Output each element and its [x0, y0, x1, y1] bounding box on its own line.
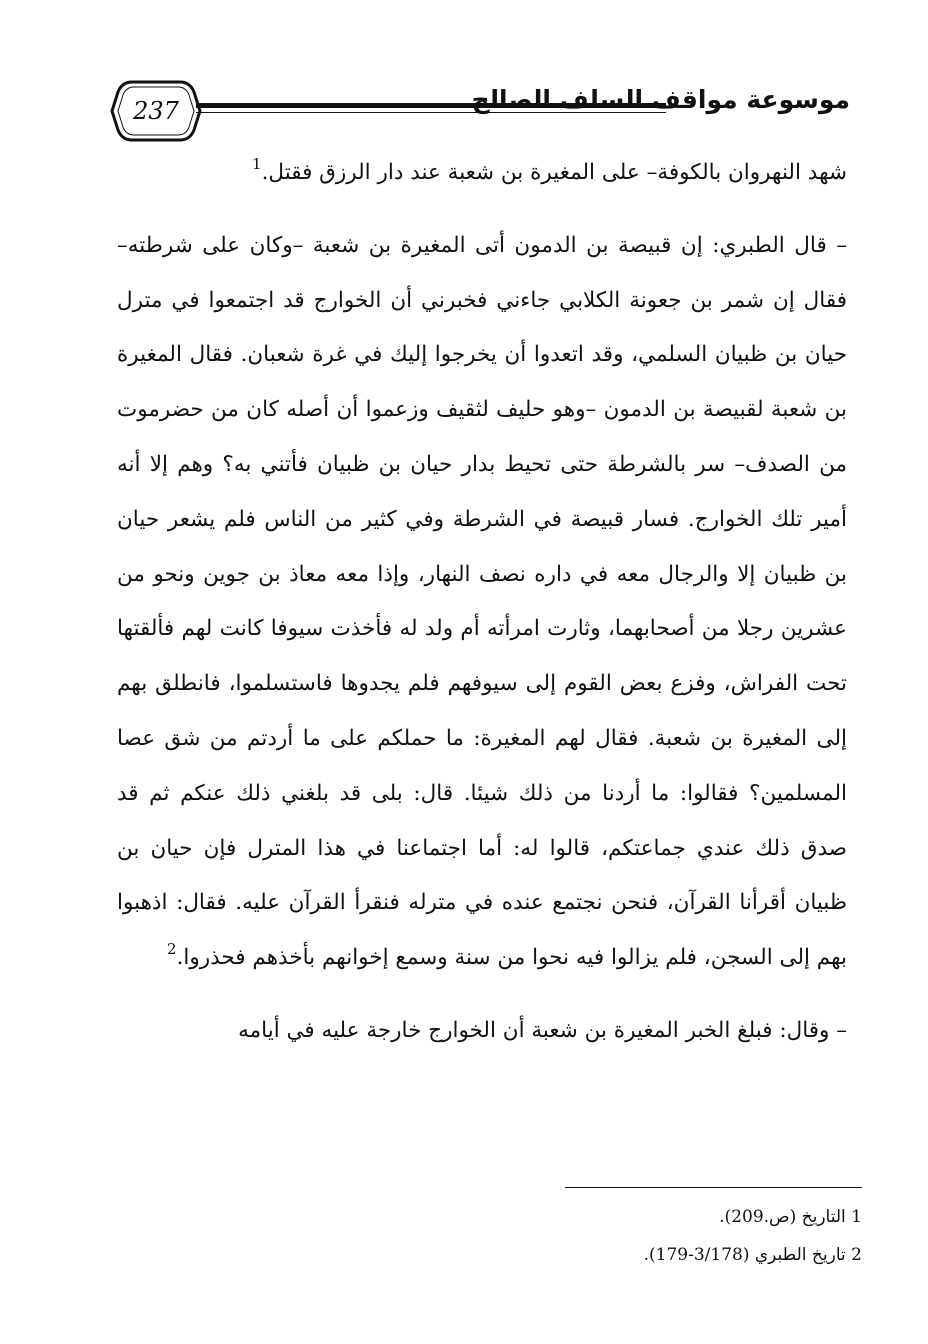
footnote-text: تاريخ الطبري (3/178-179).: [643, 1245, 846, 1265]
text-span: – قال الطبري: إن قبيصة بن الدمون أتى المغيرة بن شعبة –وكان على شرطته– فقال إن شمر بن جعونة الكلابي جاءني فخبرني أن الخوارج قد اجتمعوا في مترل حيان بن ظبيان السلمي، وقد اتعدوا أن يخرجوا إليك في غرة شعبان. فقال المغيرة بن شعبة لقبيصة بن الدمون –وهو حليف لثقيف وزعموا أن أصله كان من حضرموت من الصدف– سر بالشرطة حتى تحيط بدار حيان بن ظبيان فأتني به؟ وهم إلا أنه أمير تلك الخوارج. فسار قبيصة في الشرطة وفي كثير من الناس فلم يشعر حيان بن ظبيان إلا والرجال معه في داره نصف النهار، وإذا معه معاذ بن جوين ونحو من عشرين رجلا من أصحابهما، وثارت امرأته أم ولد له فأخذت سيوفا كانت لهم فألقتها تحت الفراش، وفزع بعض القوم إلى سيوفهم فلم يجدوها فاستسلموا، فانطلق بهم إلى المغيرة بن شعبة. فقال لهم المغيرة: ما حملكم على ما أردتم من شق عصا المسلمين؟ فقالوا: ما أردنا من ذلك شيئا. قال: بلى قد بلغني ذلك عنكم ثم قد صدق ذلك عندي جماعتكم، قالوا له: أما اجتماعنا في هذا المترل فإن حيان بن ظبيان أقرأنا القرآن، فنحن نجتمع عنده في مترله فنقرأ القرآن عليه. فقال: اذهبوا بهم إلى السجن، فلم يزالوا فيه نحوا من سنة وسمع إخوانهم بأخذهم فحذروا.: [117, 232, 847, 971]
paragraph: [117, 219, 847, 986]
footnote-number: 2: [851, 1245, 862, 1265]
footnote-item: [362, 1236, 862, 1274]
footnote-number: 1: [851, 1207, 862, 1227]
main-text: [117, 146, 847, 1059]
page-header: [110, 78, 850, 148]
footnote-ref: 2: [167, 940, 177, 959]
text-span: – وقال: فبلغ الخبر المغيرة بن شعبة أن الخوارج خارجة عليه في أيامه: [238, 1017, 847, 1043]
footnote-item: [362, 1198, 862, 1236]
text-span: شهد النهروان بالكوفة– على المغيرة بن شعبة عند دار الرزق فقتل.: [261, 160, 847, 185]
book-title: موسوعة مواقف السلف الصالح: [471, 85, 850, 114]
footnotes: [362, 1198, 862, 1274]
paragraph: [117, 1004, 847, 1059]
footnote-text: التاريخ (ص.209).: [719, 1207, 846, 1227]
page-number: 237: [133, 97, 179, 125]
text-line: [117, 146, 847, 201]
page-number-badge: [110, 78, 202, 144]
footnote-separator: [565, 1187, 862, 1188]
footnote-ref: 1: [252, 155, 262, 173]
